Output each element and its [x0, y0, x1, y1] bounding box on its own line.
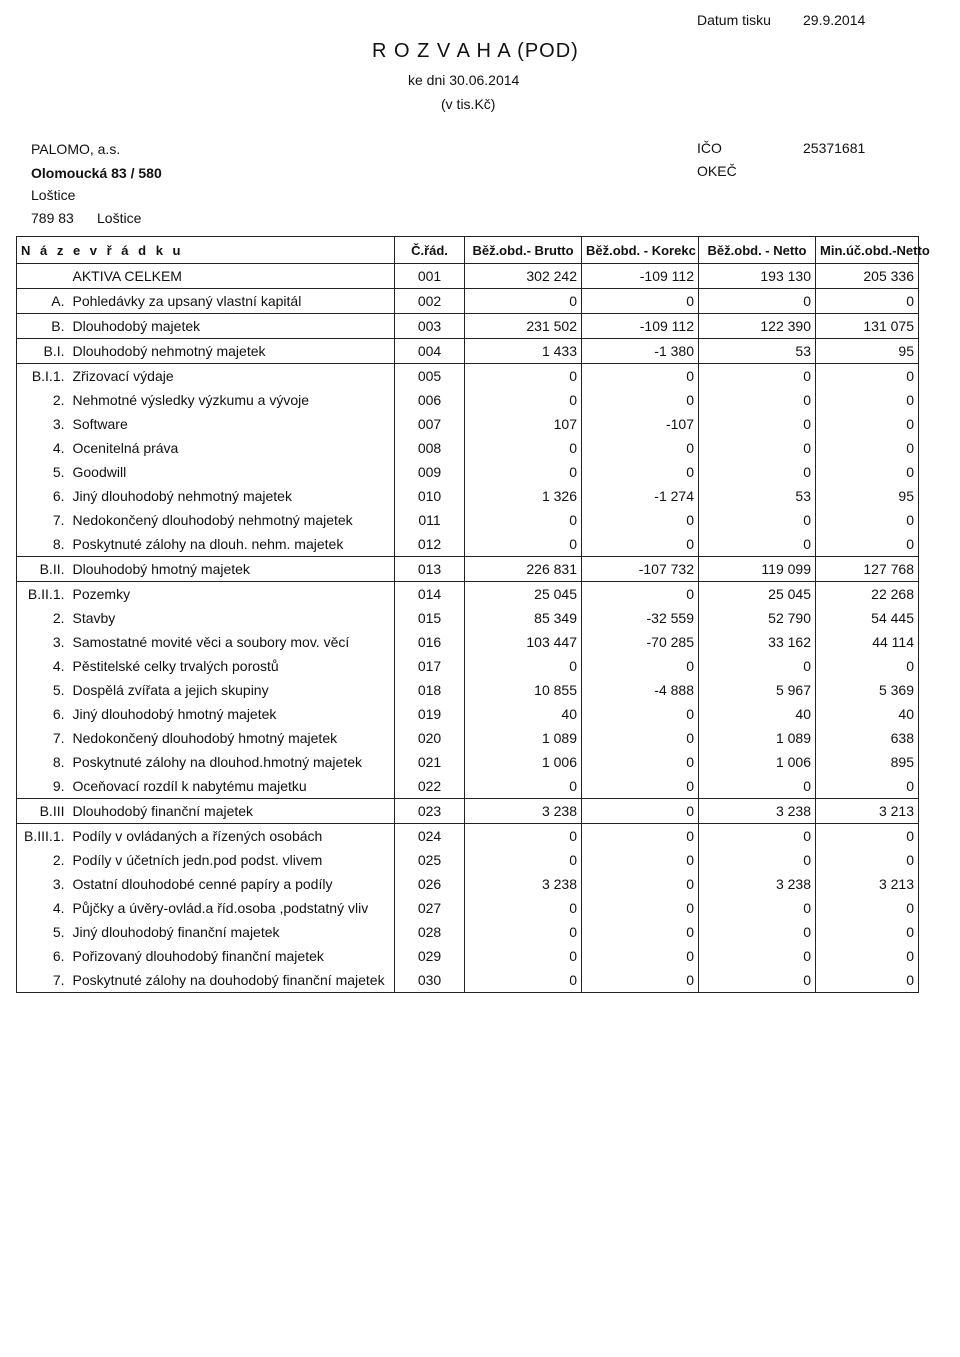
- row-korekce: 0: [582, 532, 699, 557]
- row-label: Poskytnuté zálohy na dlouh. nehm. majetek: [72, 536, 344, 552]
- row-prior-netto: 3 213: [816, 872, 919, 896]
- table-row: [17, 702, 919, 726]
- row-number: 022: [395, 774, 465, 799]
- row-label: Nedokončený dlouhodobý nehmotný majetek: [72, 512, 353, 528]
- row-label: Nehmotné výsledky výzkumu a vývoje: [72, 392, 310, 408]
- row-code: 6.: [17, 702, 69, 726]
- row-korekce: 0: [582, 824, 699, 849]
- row-netto: 25 045: [699, 582, 816, 607]
- row-label: Poskytnuté zálohy na dlouhod.hmotný majetek: [72, 754, 363, 770]
- header-row-number: Č.řád.: [395, 237, 465, 264]
- row-label: Podíly v účetních jedn.pod podst. vlivem: [72, 852, 323, 868]
- row-number: 018: [395, 678, 465, 702]
- print-date-value: 29.9.2014: [803, 12, 866, 28]
- company-zip: 789 83: [31, 210, 74, 226]
- table-row: [17, 824, 919, 849]
- table-row: [17, 872, 919, 896]
- row-label: Ocenitelná práva: [72, 440, 179, 456]
- row-label: Půjčky a úvěry-ovlád.a říd.osoba ,podstatný vliv: [72, 900, 369, 916]
- row-korekce: -107: [582, 412, 699, 436]
- row-brutto: 0: [465, 848, 582, 872]
- row-netto: 0: [699, 968, 816, 993]
- row-netto: 119 099: [699, 557, 816, 582]
- row-netto: 0: [699, 508, 816, 532]
- table-row: [17, 388, 919, 412]
- row-prior-netto: 0: [816, 824, 919, 849]
- row-netto: 0: [699, 436, 816, 460]
- row-label: Jiný dlouhodobý nehmotný majetek: [72, 488, 292, 504]
- row-brutto: 85 349: [465, 606, 582, 630]
- row-brutto: 103 447: [465, 630, 582, 654]
- row-brutto: 3 238: [465, 872, 582, 896]
- row-netto: 0: [699, 920, 816, 944]
- row-number: 012: [395, 532, 465, 557]
- row-number: 006: [395, 388, 465, 412]
- table-row: [17, 654, 919, 678]
- balance-sheet-table: [16, 236, 930, 993]
- table-row: [17, 314, 919, 339]
- row-code: 5.: [17, 460, 69, 484]
- row-number: 025: [395, 848, 465, 872]
- row-brutto: 1 326: [465, 484, 582, 508]
- row-netto: 40: [699, 702, 816, 726]
- row-netto: 1 089: [699, 726, 816, 750]
- row-number: 010: [395, 484, 465, 508]
- row-code: B.III.1.: [17, 824, 69, 849]
- row-label: Oceňovací rozdíl k nabytému majetku: [72, 778, 307, 794]
- row-netto: 0: [699, 460, 816, 484]
- row-korekce: 0: [582, 436, 699, 460]
- row-brutto: 0: [465, 532, 582, 557]
- row-code: 2.: [17, 848, 69, 872]
- row-label: Stavby: [72, 610, 116, 626]
- row-number: 019: [395, 702, 465, 726]
- row-label: Zřizovací výdaje: [69, 364, 395, 389]
- row-brutto: 0: [465, 920, 582, 944]
- row-label: Pěstitelské celky trvalých porostů: [72, 658, 279, 674]
- row-number: 016: [395, 630, 465, 654]
- header-netto: Běž.obd. - Netto: [699, 237, 816, 264]
- row-brutto: 0: [465, 774, 582, 799]
- page-title: R O Z V A H A (POD): [372, 40, 579, 62]
- table-row: [17, 944, 919, 968]
- row-brutto: 0: [465, 388, 582, 412]
- row-netto: 0: [699, 944, 816, 968]
- row-prior-netto: 0: [816, 944, 919, 968]
- row-prior-netto: 5 369: [816, 678, 919, 702]
- row-netto: 122 390: [699, 314, 816, 339]
- row-korekce: 0: [582, 702, 699, 726]
- table-row: [17, 436, 919, 460]
- row-korekce: -107 732: [582, 557, 699, 582]
- row-netto: 0: [699, 654, 816, 678]
- row-korekce: 0: [582, 944, 699, 968]
- row-netto: 53: [699, 339, 816, 364]
- row-korekce: -109 112: [582, 314, 699, 339]
- table-row: [17, 582, 919, 607]
- row-code: B.I.1.: [17, 364, 69, 389]
- print-date-label: Datum tisku: [697, 12, 771, 28]
- row-korekce: 0: [582, 388, 699, 412]
- row-label: Dlouhodobý nehmotný majetek: [69, 339, 395, 364]
- row-code: 8.: [17, 750, 69, 774]
- row-number: 002: [395, 289, 465, 314]
- table-row: [17, 484, 919, 508]
- row-number: 023: [395, 799, 465, 824]
- row-korekce: -4 888: [582, 678, 699, 702]
- company-street: Olomoucká 83 / 580: [31, 165, 162, 181]
- row-prior-netto: 0: [816, 388, 919, 412]
- row-prior-netto: 0: [816, 654, 919, 678]
- row-label: Pohledávky za upsaný vlastní kapitál: [69, 289, 395, 314]
- row-number: 004: [395, 339, 465, 364]
- row-korekce: -1 380: [582, 339, 699, 364]
- row-label: Goodwill: [72, 464, 127, 480]
- row-number: 020: [395, 726, 465, 750]
- table-row: [17, 726, 919, 750]
- row-netto: 0: [699, 532, 816, 557]
- row-number: 014: [395, 582, 465, 607]
- row-label: Ostatní dlouhodobé cenné papíry a podíly: [72, 876, 333, 892]
- row-number: 026: [395, 872, 465, 896]
- row-brutto: 226 831: [465, 557, 582, 582]
- row-number: 021: [395, 750, 465, 774]
- row-brutto: 1 006: [465, 750, 582, 774]
- row-brutto: 0: [465, 289, 582, 314]
- row-prior-netto: 0: [816, 289, 919, 314]
- row-label: Software: [72, 416, 128, 432]
- row-label: Pozemky: [69, 582, 395, 607]
- row-prior-netto: 22 268: [816, 582, 919, 607]
- row-label: Dlouhodobý hmotný majetek: [69, 557, 395, 582]
- table-row: [17, 848, 919, 872]
- table-row: [17, 606, 919, 630]
- row-brutto: 0: [465, 896, 582, 920]
- row-number: 005: [395, 364, 465, 389]
- row-code: 6.: [17, 944, 69, 968]
- table-row: [17, 339, 919, 364]
- row-code: 8.: [17, 532, 69, 557]
- row-brutto: 0: [465, 508, 582, 532]
- row-prior-netto: 638: [816, 726, 919, 750]
- row-brutto: 0: [465, 436, 582, 460]
- row-label: Dospělá zvířata a jejich skupiny: [72, 682, 269, 698]
- row-brutto: 0: [465, 654, 582, 678]
- row-netto: 3 238: [699, 872, 816, 896]
- row-brutto: 0: [465, 364, 582, 389]
- row-prior-netto: 0: [816, 896, 919, 920]
- row-code: 9.: [17, 774, 69, 799]
- row-label: Podíly v ovládaných a řízených osobách: [69, 824, 395, 849]
- row-netto: 3 238: [699, 799, 816, 824]
- row-number: 030: [395, 968, 465, 993]
- table-row: [17, 264, 919, 289]
- row-korekce: 0: [582, 750, 699, 774]
- row-brutto: 40: [465, 702, 582, 726]
- row-code: 4.: [17, 436, 69, 460]
- row-number: 015: [395, 606, 465, 630]
- row-code: B.: [17, 314, 69, 339]
- row-korekce: 0: [582, 774, 699, 799]
- row-korekce: -70 285: [582, 630, 699, 654]
- company-name: PALOMO, a.s.: [31, 141, 121, 157]
- row-korekce: 0: [582, 289, 699, 314]
- table-row: [17, 920, 919, 944]
- row-prior-netto: 895: [816, 750, 919, 774]
- row-code: B.III: [17, 799, 69, 824]
- row-brutto: 0: [465, 944, 582, 968]
- row-prior-netto: 0: [816, 848, 919, 872]
- row-prior-netto: 0: [816, 364, 919, 389]
- row-netto: 0: [699, 364, 816, 389]
- row-label: Jiný dlouhodobý hmotný majetek: [72, 706, 277, 722]
- row-brutto: 107: [465, 412, 582, 436]
- row-prior-netto: 40: [816, 702, 919, 726]
- row-prior-netto: 0: [816, 460, 919, 484]
- row-number: 017: [395, 654, 465, 678]
- row-brutto: 0: [465, 460, 582, 484]
- row-code: 2.: [17, 388, 69, 412]
- row-number: 029: [395, 944, 465, 968]
- row-prior-netto: 0: [816, 436, 919, 460]
- row-prior-netto: 95: [816, 484, 919, 508]
- table-row: [17, 774, 919, 799]
- row-code: 7.: [17, 726, 69, 750]
- table-row: [17, 460, 919, 484]
- row-brutto: 1 433: [465, 339, 582, 364]
- row-number: 007: [395, 412, 465, 436]
- row-netto: 0: [699, 774, 816, 799]
- row-number: 011: [395, 508, 465, 532]
- table-row: [17, 896, 919, 920]
- company-zip-city: Loštice: [97, 210, 142, 226]
- row-netto: 193 130: [699, 264, 816, 289]
- ico-label: IČO: [697, 140, 722, 156]
- row-number: 028: [395, 920, 465, 944]
- row-korekce: 0: [582, 920, 699, 944]
- table-row: [17, 799, 919, 824]
- row-korekce: 0: [582, 968, 699, 993]
- row-code: 3.: [17, 872, 69, 896]
- row-code: 3.: [17, 412, 69, 436]
- row-korekce: 0: [582, 582, 699, 607]
- row-code: 5.: [17, 678, 69, 702]
- row-korekce: 0: [582, 848, 699, 872]
- ico-value: 25371681: [803, 140, 866, 156]
- row-prior-netto: 0: [816, 968, 919, 993]
- table-row: [17, 678, 919, 702]
- row-brutto: 3 238: [465, 799, 582, 824]
- row-code: B.II.1.: [17, 582, 69, 607]
- row-code: B.II.: [17, 557, 69, 582]
- table-row: [17, 630, 919, 654]
- row-korekce: 0: [582, 654, 699, 678]
- currency-unit: (v tis.Kč): [441, 96, 496, 112]
- row-prior-netto: 131 075: [816, 314, 919, 339]
- okec-label: OKEČ: [697, 163, 737, 179]
- row-number: 001: [395, 264, 465, 289]
- row-netto: 0: [699, 824, 816, 849]
- row-brutto: 1 089: [465, 726, 582, 750]
- table-row: [17, 508, 919, 532]
- row-netto: 5 967: [699, 678, 816, 702]
- row-code: 5.: [17, 920, 69, 944]
- row-korekce: 0: [582, 726, 699, 750]
- row-label: Pořizovaný dlouhodobý finanční majetek: [72, 948, 324, 964]
- row-korekce: 0: [582, 896, 699, 920]
- row-brutto: 302 242: [465, 264, 582, 289]
- row-label: Dlouhodobý finanční majetek: [69, 799, 395, 824]
- row-netto: 52 790: [699, 606, 816, 630]
- row-number: 003: [395, 314, 465, 339]
- row-netto: 33 162: [699, 630, 816, 654]
- row-code: 4.: [17, 654, 69, 678]
- row-prior-netto: 127 768: [816, 557, 919, 582]
- row-code: 4.: [17, 896, 69, 920]
- row-brutto: 231 502: [465, 314, 582, 339]
- header-row-name: N á z e v ř á d k u: [17, 237, 395, 264]
- row-number: 013: [395, 557, 465, 582]
- row-number: 009: [395, 460, 465, 484]
- row-number: 024: [395, 824, 465, 849]
- table-header-row: [17, 237, 919, 264]
- row-netto: 0: [699, 388, 816, 412]
- row-prior-netto: 0: [816, 508, 919, 532]
- header-korekce: Běž.obd. - Korekc: [582, 237, 699, 264]
- row-label: Samostatné movité věci a soubory mov. věcí: [72, 634, 350, 650]
- row-brutto: 0: [465, 824, 582, 849]
- row-brutto: 0: [465, 968, 582, 993]
- row-number: 008: [395, 436, 465, 460]
- company-city: Loštice: [31, 187, 76, 203]
- row-netto: 0: [699, 848, 816, 872]
- table-row: [17, 750, 919, 774]
- row-label: AKTIVA CELKEM: [72, 268, 182, 284]
- row-code: 7.: [17, 968, 69, 993]
- row-korekce: 0: [582, 460, 699, 484]
- balance-date: ke dni 30.06.2014: [408, 72, 520, 88]
- row-label: Nedokončený dlouhodobý hmotný majetek: [72, 730, 338, 746]
- row-prior-netto: 205 336: [816, 264, 919, 289]
- row-netto: 0: [699, 289, 816, 314]
- row-netto: 1 006: [699, 750, 816, 774]
- row-prior-netto: 54 445: [816, 606, 919, 630]
- row-prior-netto: 0: [816, 920, 919, 944]
- row-korekce: 0: [582, 508, 699, 532]
- table-row: [17, 412, 919, 436]
- row-korekce: 0: [582, 364, 699, 389]
- row-netto: 53: [699, 484, 816, 508]
- header-prior-netto: Min.úč.obd.-Netto: [816, 237, 919, 264]
- row-code: 2.: [17, 606, 69, 630]
- table-row: [17, 532, 919, 557]
- table-row: [17, 557, 919, 582]
- row-code: A.: [17, 289, 69, 314]
- row-code: 6.: [17, 484, 69, 508]
- table-row: [17, 289, 919, 314]
- row-brutto: 10 855: [465, 678, 582, 702]
- row-korekce: 0: [582, 799, 699, 824]
- row-prior-netto: 3 213: [816, 799, 919, 824]
- row-code: 3.: [17, 630, 69, 654]
- row-netto: 0: [699, 896, 816, 920]
- row-prior-netto: 0: [816, 774, 919, 799]
- row-netto: 0: [699, 412, 816, 436]
- row-label: Poskytnuté zálohy na douhodobý finanční majetek: [69, 968, 395, 993]
- row-code: B.I.: [17, 339, 69, 364]
- row-code: [17, 264, 69, 289]
- row-korekce: 0: [582, 872, 699, 896]
- row-brutto: 25 045: [465, 582, 582, 607]
- table-row: [17, 364, 919, 389]
- row-korekce: -32 559: [582, 606, 699, 630]
- row-prior-netto: 44 114: [816, 630, 919, 654]
- row-label: Jiný dlouhodobý finanční majetek: [72, 924, 280, 940]
- header-brutto: Běž.obd.- Brutto: [465, 237, 582, 264]
- row-korekce: -1 274: [582, 484, 699, 508]
- row-prior-netto: 95: [816, 339, 919, 364]
- row-korekce: -109 112: [582, 264, 699, 289]
- row-number: 027: [395, 896, 465, 920]
- row-prior-netto: 0: [816, 532, 919, 557]
- row-label: Dlouhodobý majetek: [69, 314, 395, 339]
- row-code: 7.: [17, 508, 69, 532]
- row-prior-netto: 0: [816, 412, 919, 436]
- table-row: [17, 968, 919, 993]
